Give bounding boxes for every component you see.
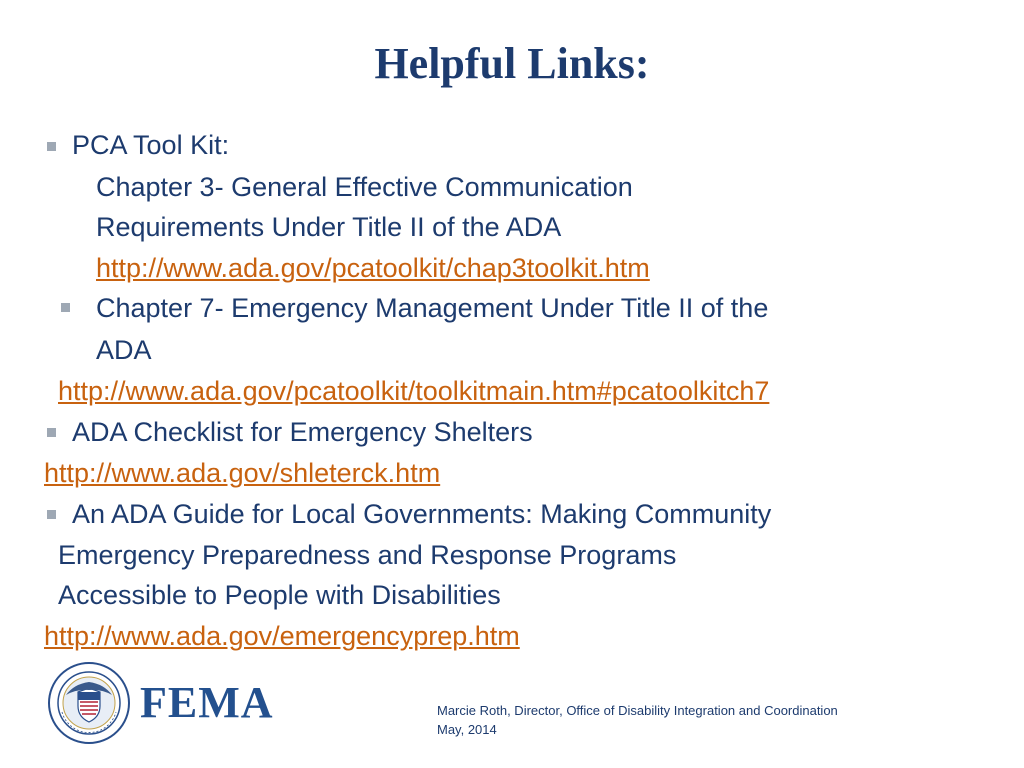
presenter-text: Marcie Roth, Director, Office of Disability Integration and Coordination	[437, 703, 838, 718]
bullet-icon	[47, 510, 56, 519]
date-text: May, 2014	[437, 722, 497, 737]
chapter3-link[interactable]: http://www.ada.gov/pcatoolkit/chap3toolkit.htm	[96, 253, 650, 283]
chapter7-title-line1: Chapter 7- Emergency Management Under Title II of the	[96, 293, 769, 323]
bullet-icon	[47, 428, 56, 437]
list-item-pca-toolkit: PCA Tool Kit:	[72, 130, 230, 160]
fema-logo: FEMA	[140, 678, 274, 727]
ada-guide-line3: Accessible to People with Disabilities	[58, 580, 501, 610]
chapter7-title-line2: ADA	[96, 335, 152, 365]
shelter-checklist-link[interactable]: http://www.ada.gov/shleterck.htm	[44, 458, 441, 488]
list-item-ada-checklist: ADA Checklist for Emergency Shelters	[72, 417, 533, 447]
emergency-prep-link[interactable]: http://www.ada.gov/emergencyprep.htm	[44, 621, 520, 651]
bullet-icon	[61, 303, 70, 312]
slide-title: Helpful Links:	[374, 39, 650, 88]
chapter7-link[interactable]: http://www.ada.gov/pcatoolkit/toolkitmain.htm#pcatoolkitch7	[58, 376, 770, 406]
chapter3-title-line1: Chapter 3- General Effective Communication	[96, 172, 633, 202]
dhs-seal-icon	[48, 662, 130, 744]
ada-guide-line2: Emergency Preparedness and Response Programs	[58, 540, 677, 570]
bullet-icon	[47, 142, 56, 151]
chapter3-title-line2: Requirements Under Title II of the ADA	[96, 212, 562, 242]
ada-guide-line1: An ADA Guide for Local Governments: Making Community	[72, 499, 772, 529]
footer-info	[437, 701, 838, 739]
